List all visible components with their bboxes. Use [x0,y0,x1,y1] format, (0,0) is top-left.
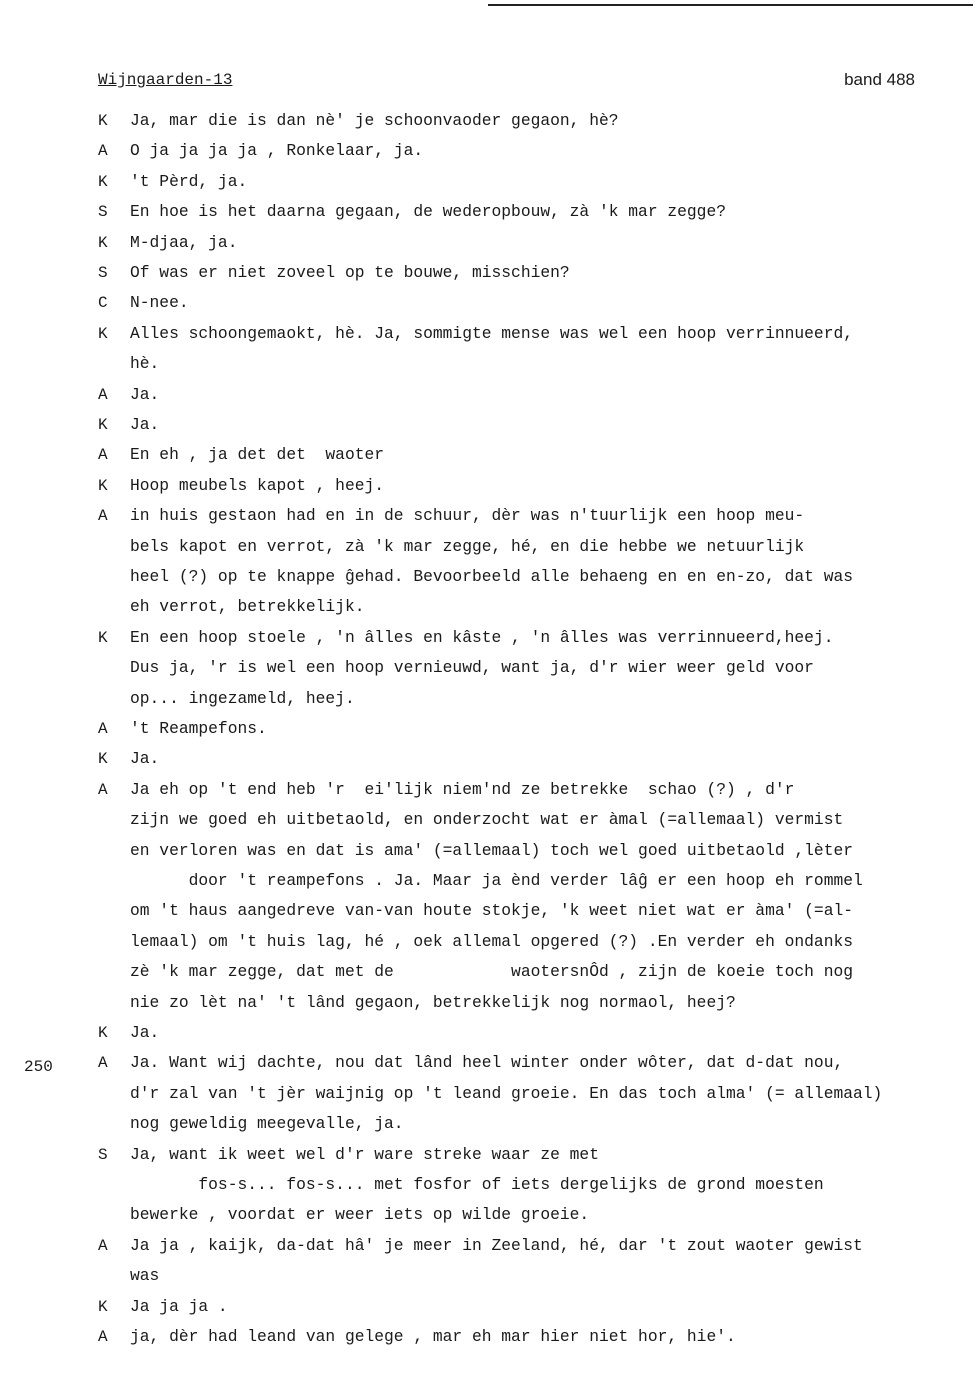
text-line: Ja, want ik weet wel d'r ware streke waar ze met [130,1144,599,1164]
speaker-label: A [98,1328,108,1346]
speaker-label: K [98,233,108,252]
text-line: nie zo lèt na' 't lând gegaon, betrekkelijk nog normaol, heej? [130,992,736,1012]
text-line: Ja. [130,384,160,404]
text-line: en verloren was en dat is ama' (=allemaal) toch wel goed uitbetaold ,lèter [130,840,854,860]
turn-text [130,136,970,166]
text-line: En hoe is het daarna gegaan, de wederopbouw, zà 'k mar zegge? [130,202,726,222]
speaker-label: K [98,416,108,434]
turn-text [130,288,970,318]
text-line: Ja ja ja . [130,1296,228,1316]
speaker-label: A [98,1236,108,1255]
speaker-label: K [98,628,108,647]
turn-text [130,1292,970,1322]
speaker-label: K [98,1024,108,1042]
text-line: Dus ja, 'r is wel een hoop vernieuwd, want ja, d'r wier weer geld voor [130,658,814,678]
turn-text [130,1231,970,1292]
text-line: Of was er niet zoveel op te bouwe, misschien? [130,263,570,282]
speaker-label: K [98,476,108,495]
turn-text [130,623,970,714]
top-rule [488,4,973,6]
speaker-label: K [98,1297,108,1316]
text-line: door 't reampefons . Ja. Maar ja ènd verder lâĝ er een hoop eh rommel [130,870,863,890]
speaker-label: A [98,1054,108,1073]
document-title: Wijngaarden-13 [98,71,233,89]
speaker-label: A [98,142,108,161]
text-line: was [130,1266,160,1286]
turn-text [130,1140,970,1231]
turn-text [130,775,970,1018]
margin-line-number: 250 [24,1058,53,1076]
turn-text [130,197,970,227]
turn-text [130,167,970,197]
text-line: hè. [130,354,160,374]
text-line: d'r zal van 't jèr waijnig op 't leand groeie. En das toch alma' (= allemaal) [130,1083,883,1103]
speaker-label: A [98,507,108,526]
text-line: op... ingezameld, heej. [130,688,355,708]
text-line: nog geweldig meegevalle, ja. [130,1114,404,1134]
speaker-label: A [98,720,108,738]
text-line: zè 'k mar zegge, dat met de waotersnÔd , zijn de koeie toch nog [130,962,854,982]
text-line: lemaal) om 't huis lag, hé , oek allemal opgered (?) .En verder eh ondanks [130,931,854,951]
text-line: Ja. [130,749,160,769]
text-line: eh verrot, betrekkelijk. [130,597,365,617]
text-line: N-nee. [130,293,189,313]
text-line: Ja. Want wij dachte, nou dat lând heel winter onder wôter, dat d-dat nou, [130,1053,844,1073]
speaker-label: K [98,324,108,343]
text-line: Hoop meubels kapot , heej. [130,475,385,495]
speaker-label: K [98,112,108,130]
text-line: bewerke , voordat er weer iets op wilde groeie. [130,1205,590,1225]
speaker-label: K [98,750,108,769]
text-line: Ja, mar die is dan nè' je schoonvaoder gegaon, hè? [130,111,619,130]
speaker-label: C [98,294,108,313]
speaker-label: A [98,446,108,465]
text-line: Ja. [130,415,160,434]
text-line: zijn we goed eh uitbetaold, en onderzocht wat er àmal (=allemaal) vermist [130,810,844,830]
text-line: 't Pèrd, ja. [130,171,248,191]
turn-text [130,319,970,380]
text-line: ja, dèr had leand van gelege , mar eh mar hier niet hor, hie'. [130,1327,736,1346]
turn-text [130,440,970,470]
speaker-label: A [98,385,108,404]
turn-text [130,471,970,501]
turn-text [130,410,970,440]
text-line: Alles schoongemaokt, hè. Ja, sommigte mense was wel een hoop verrinnueerd, [130,323,854,343]
speaker-label: S [98,203,108,222]
text-line: M-djaa, ja. [130,232,238,252]
turn-text [130,106,970,136]
text-line: 't Reampefons. [130,719,267,738]
text-line: om 't haus aangedreve van-van houte stokje, 'k weet niet wat er àma' (=al- [130,901,854,921]
text-line: En een hoop stoele , 'n âlles en kâste , 'n âlles was verrinnueerd,heej. [130,627,834,647]
text-line: O ja ja ja ja , Ronkelaar, ja. [130,141,424,161]
turn-text [130,228,970,258]
speaker-label: S [98,1145,108,1164]
text-line: Ja. [130,1023,160,1042]
text-line: in huis gestaon had en in de schuur, dèr was n'tuurlijk een hoop meu- [130,506,805,526]
speaker-label: K [98,172,108,191]
turn-text [130,501,970,623]
text-line: heel (?) op te knappe ĝehad. Bevoorbeeld alle behaeng en en en-zo, dat was [130,566,854,586]
text-line: bels kapot en verrot, zà 'k mar zegge, hé, en die hebbe we netuurlijk [130,536,805,556]
turn-text [130,744,970,774]
turn-text [130,258,970,288]
text-line: En eh , ja det det waoter [130,445,385,465]
text-line: Ja ja , kaijk, da-dat hâ' je meer in Zeeland, hé, dar 't zout waoter gewist [130,1235,863,1255]
turn-text [130,1322,970,1352]
tape-number: band 488 [844,70,915,89]
turn-text [130,714,970,744]
text-line: fos-s... fos-s... met fosfor of iets dergelijks de grond moesten [130,1174,824,1194]
turn-text [130,380,970,410]
speaker-label: S [98,264,108,282]
turn-text [130,1018,970,1048]
turn-text [130,1048,970,1139]
text-line: Ja eh op 't end heb 'r ei'lijk niem'nd ze betrekke schao (?) , d'r [130,779,795,799]
speaker-label: A [98,780,108,799]
